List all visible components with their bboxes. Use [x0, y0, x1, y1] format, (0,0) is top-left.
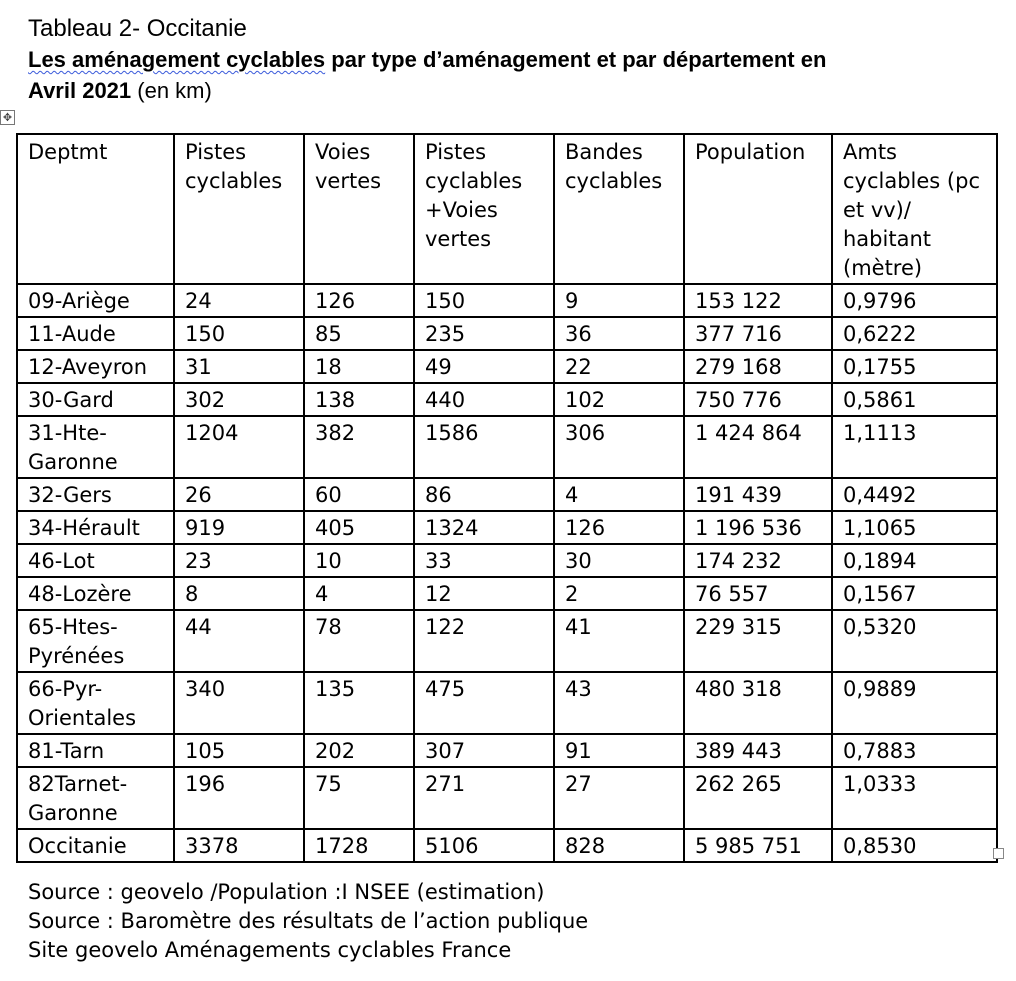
- value-cell: 1,1065: [832, 511, 997, 544]
- value-cell: 27: [554, 767, 684, 829]
- value-cell: 23: [174, 544, 304, 577]
- value-cell: 0,1755: [832, 350, 997, 383]
- value-cell: 389 443: [684, 734, 832, 767]
- value-cell: 76 557: [684, 577, 832, 610]
- value-cell: 262 265: [684, 767, 832, 829]
- value-cell: 135: [304, 672, 414, 734]
- value-cell: 4: [304, 577, 414, 610]
- department-cell: 11-Aude: [17, 317, 174, 350]
- value-cell: 0,5861: [832, 383, 997, 416]
- source-line: Source : Baromètre des résultats de l’action publique: [28, 909, 589, 933]
- value-cell: 0,9796: [832, 284, 997, 317]
- value-cell: 0,6222: [832, 317, 997, 350]
- value-cell: 0,7883: [832, 734, 997, 767]
- value-cell: 235: [414, 317, 554, 350]
- value-cell: 126: [304, 284, 414, 317]
- value-cell: 377 716: [684, 317, 832, 350]
- value-cell: 1,0333: [832, 767, 997, 829]
- table-row: [17, 478, 997, 511]
- value-cell: 153 122: [684, 284, 832, 317]
- value-cell: 480 318: [684, 672, 832, 734]
- value-cell: 18: [304, 350, 414, 383]
- value-cell: 26: [174, 478, 304, 511]
- department-cell: 32-Gers: [17, 478, 174, 511]
- data-table: [16, 133, 998, 863]
- value-cell: 91: [554, 734, 684, 767]
- value-cell: 1324: [414, 511, 554, 544]
- value-cell: 5106: [414, 829, 554, 862]
- total-row: [17, 829, 997, 862]
- table-row: [17, 734, 997, 767]
- table-row: [17, 767, 997, 829]
- value-cell: 4: [554, 478, 684, 511]
- value-cell: 229 315: [684, 610, 832, 672]
- table-row: [17, 544, 997, 577]
- move-icon[interactable]: ✥: [0, 110, 15, 125]
- table-row: [17, 284, 997, 317]
- value-cell: 5 985 751: [684, 829, 832, 862]
- value-cell: 138: [304, 383, 414, 416]
- subtitle-unit: (en km): [131, 78, 212, 103]
- value-cell: 279 168: [684, 350, 832, 383]
- resize-icon[interactable]: [993, 848, 1004, 859]
- department-cell: 81-Tarn: [17, 734, 174, 767]
- table-row: [17, 350, 997, 383]
- subtitle-underlined-part: Les aménagement cyclables: [28, 47, 326, 72]
- value-cell: 0,1567: [832, 577, 997, 610]
- table-row: [17, 383, 997, 416]
- table-row: [17, 317, 997, 350]
- value-cell: 191 439: [684, 478, 832, 511]
- value-cell: 919: [174, 511, 304, 544]
- value-cell: 440: [414, 383, 554, 416]
- column-header: Pistes cyclables: [174, 134, 304, 284]
- value-cell: 0,9889: [832, 672, 997, 734]
- source-line: Site geovelo Aménagements cyclables France: [28, 938, 512, 962]
- value-cell: 36: [554, 317, 684, 350]
- value-cell: 174 232: [684, 544, 832, 577]
- column-header: Pistes cyclables +Voies vertes: [414, 134, 554, 284]
- value-cell: 1,1113: [832, 416, 997, 478]
- value-cell: 78: [304, 610, 414, 672]
- value-cell: 85: [304, 317, 414, 350]
- column-header: Voies vertes: [304, 134, 414, 284]
- value-cell: 1728: [304, 829, 414, 862]
- table-title: Tableau 2- Occitanie: [28, 15, 247, 42]
- department-cell: Occitanie: [17, 829, 174, 862]
- value-cell: 1 196 536: [684, 511, 832, 544]
- value-cell: 86: [414, 478, 554, 511]
- value-cell: 306: [554, 416, 684, 478]
- subtitle-rest: par type d’aménagement et par département en Avril 2021: [28, 47, 827, 103]
- value-cell: 1586: [414, 416, 554, 478]
- value-cell: 22: [554, 350, 684, 383]
- value-cell: 382: [304, 416, 414, 478]
- value-cell: 31: [174, 350, 304, 383]
- department-cell: 09-Ariège: [17, 284, 174, 317]
- value-cell: 126: [554, 511, 684, 544]
- value-cell: 750 776: [684, 383, 832, 416]
- table-row: [17, 610, 997, 672]
- value-cell: 122: [414, 610, 554, 672]
- value-cell: 10: [304, 544, 414, 577]
- column-header: Amts cyclables (pc et vv)/ habitant (mètre): [832, 134, 997, 284]
- department-cell: 65-Htes-Pyrénées: [17, 610, 174, 672]
- value-cell: 24: [174, 284, 304, 317]
- department-cell: 30-Gard: [17, 383, 174, 416]
- document-header: [28, 14, 998, 106]
- column-header: Deptmt: [17, 134, 174, 284]
- value-cell: 475: [414, 672, 554, 734]
- value-cell: 0,4492: [832, 478, 997, 511]
- value-cell: 9: [554, 284, 684, 317]
- department-cell: 82Tarnet-Garonne: [17, 767, 174, 829]
- value-cell: 33: [414, 544, 554, 577]
- value-cell: 405: [304, 511, 414, 544]
- value-cell: 0,5320: [832, 610, 997, 672]
- department-cell: 48-Lozère: [17, 577, 174, 610]
- value-cell: 49: [414, 350, 554, 383]
- value-cell: 2: [554, 577, 684, 610]
- column-header: Population: [684, 134, 832, 284]
- value-cell: 196: [174, 767, 304, 829]
- value-cell: 202: [304, 734, 414, 767]
- value-cell: 8: [174, 577, 304, 610]
- table-header-row: [17, 134, 997, 284]
- table-row: [17, 511, 997, 544]
- value-cell: 0,8530: [832, 829, 997, 862]
- value-cell: 271: [414, 767, 554, 829]
- value-cell: 12: [414, 577, 554, 610]
- value-cell: 302: [174, 383, 304, 416]
- sources-block: [28, 878, 588, 965]
- value-cell: 0,1894: [832, 544, 997, 577]
- value-cell: 60: [304, 478, 414, 511]
- department-cell: 12-Aveyron: [17, 350, 174, 383]
- value-cell: 3378: [174, 829, 304, 862]
- column-header: Bandes cyclables: [554, 134, 684, 284]
- value-cell: 307: [414, 734, 554, 767]
- value-cell: 44: [174, 610, 304, 672]
- value-cell: 43: [554, 672, 684, 734]
- value-cell: 340: [174, 672, 304, 734]
- value-cell: 30: [554, 544, 684, 577]
- department-cell: 34-Hérault: [17, 511, 174, 544]
- table-subtitle: [28, 44, 868, 106]
- department-cell: 46-Lot: [17, 544, 174, 577]
- value-cell: 150: [414, 284, 554, 317]
- value-cell: 105: [174, 734, 304, 767]
- value-cell: 150: [174, 317, 304, 350]
- value-cell: 102: [554, 383, 684, 416]
- table-row: [17, 416, 997, 478]
- value-cell: 75: [304, 767, 414, 829]
- table-row: [17, 577, 997, 610]
- department-cell: 66-Pyr-Orientales: [17, 672, 174, 734]
- table-body: [17, 284, 997, 862]
- table-row: [17, 672, 997, 734]
- value-cell: 41: [554, 610, 684, 672]
- value-cell: 828: [554, 829, 684, 862]
- department-cell: 31-Hte-Garonne: [17, 416, 174, 478]
- value-cell: 1 424 864: [684, 416, 832, 478]
- value-cell: 1204: [174, 416, 304, 478]
- source-line: Source : geovelo /Population :I NSEE (estimation): [28, 880, 545, 904]
